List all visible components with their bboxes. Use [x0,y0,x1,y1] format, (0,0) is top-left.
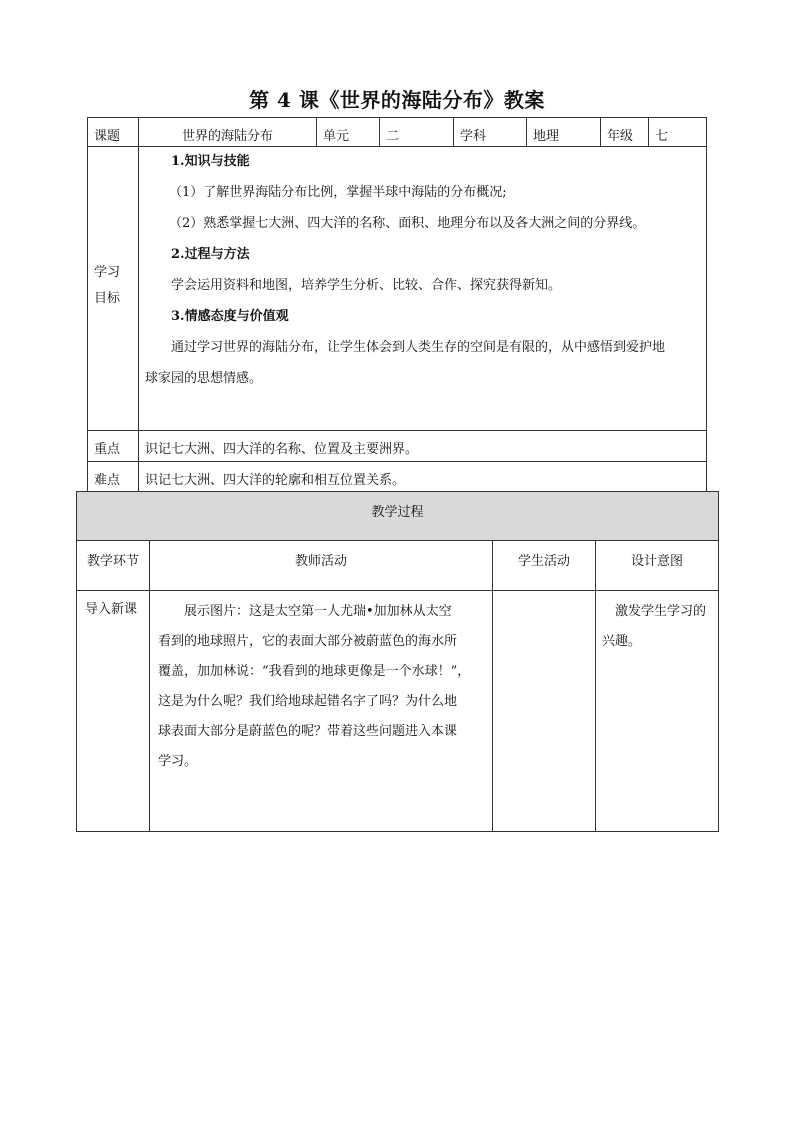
subject-value: 地理 [527,118,601,147]
teacher-line-1: 展示图片：这是太空第一人尤瑞•加加林从太空 [184,604,452,619]
stage-cell: 导入新课 [77,591,150,832]
col-student: 学生活动 [493,541,596,591]
intent-line-1: 激发学生学习的 [615,604,707,619]
label-subject: 学科 [454,118,527,147]
objective-item-4a: 通过学习世界的海陆分布，让学生体会到人类生存的空间是有限的，从中感悟到爱护地 [171,340,666,355]
teacher-line-4: 这是为什么呢？我们给地球起错名字了吗？为什么地 [158,694,458,709]
info-row [88,118,707,147]
difficulty-row [88,462,707,492]
objective-item-3: 学会运用资料和地图，培养学生分析、比较、合作、探究获得新知。 [171,278,562,293]
student-activity-cell [493,591,596,832]
grade-value: 七 [649,118,707,147]
process-columns-row [77,541,719,591]
process-row [77,591,719,832]
intent-line-2: 兴趣。 [602,634,642,649]
process-header-row [77,492,719,541]
objective-heading-attitude: 3.情感态度与价值观 [171,309,289,324]
teacher-line-2: 看到的地球照片，它的表面大部分被蔚蓝色的海水所 [158,634,458,649]
objectives-content [139,147,707,431]
label-unit: 单元 [317,118,380,147]
teaching-process-table [76,491,719,832]
label-objectives-line1: 学习 [94,264,121,280]
objective-item-2: （2）熟悉掌握七大洲、四大洋的名称、面积、地理分布以及各大洲之间的分界线。 [169,216,646,231]
lesson-info-table [87,117,707,492]
col-intent: 设计意图 [596,541,719,591]
label-key-point: 重点 [88,431,139,462]
design-intent-cell [596,591,719,832]
teacher-activity-cell [150,591,493,832]
unit-value: 二 [380,118,454,147]
difficulty-text: 识记七大洲、四大洋的轮廓和相互位置关系。 [139,462,707,492]
objectives-row [88,147,707,431]
col-stage: 教学环节 [77,541,150,591]
objective-item-1: （1）了解世界海陆分布比例，掌握半球中海陆的分布概况; [169,185,507,200]
process-header: 教学过程 [77,492,719,541]
label-grade: 年级 [601,118,649,147]
topic-value: 世界的海陆分布 [139,118,317,147]
label-difficulty: 难点 [88,462,139,492]
objective-heading-knowledge: 1.知识与技能 [171,154,250,169]
key-point-text: 识记七大洲、四大洋的名称、位置及主要洲界。 [139,431,707,462]
col-teacher: 教师活动 [150,541,493,591]
key-point-row [88,431,707,462]
objective-item-4b: 球家园的思想情感。 [145,371,263,386]
label-objectives-line2: 目标 [94,290,121,306]
label-topic: 课题 [88,118,139,147]
teacher-line-6: 学习。 [158,754,198,769]
label-objectives [88,147,139,431]
document-title: 第 4 课《世界的海陆分布》教案 [249,88,545,112]
teacher-line-5: 球表面大部分是蔚蓝色的呢？带着这些问题进入本课 [158,724,458,739]
objective-heading-process: 2.过程与方法 [171,247,250,262]
teacher-line-3: 覆盖，加加林说：“我看到的地球更像是一个水球！”， [158,664,471,679]
